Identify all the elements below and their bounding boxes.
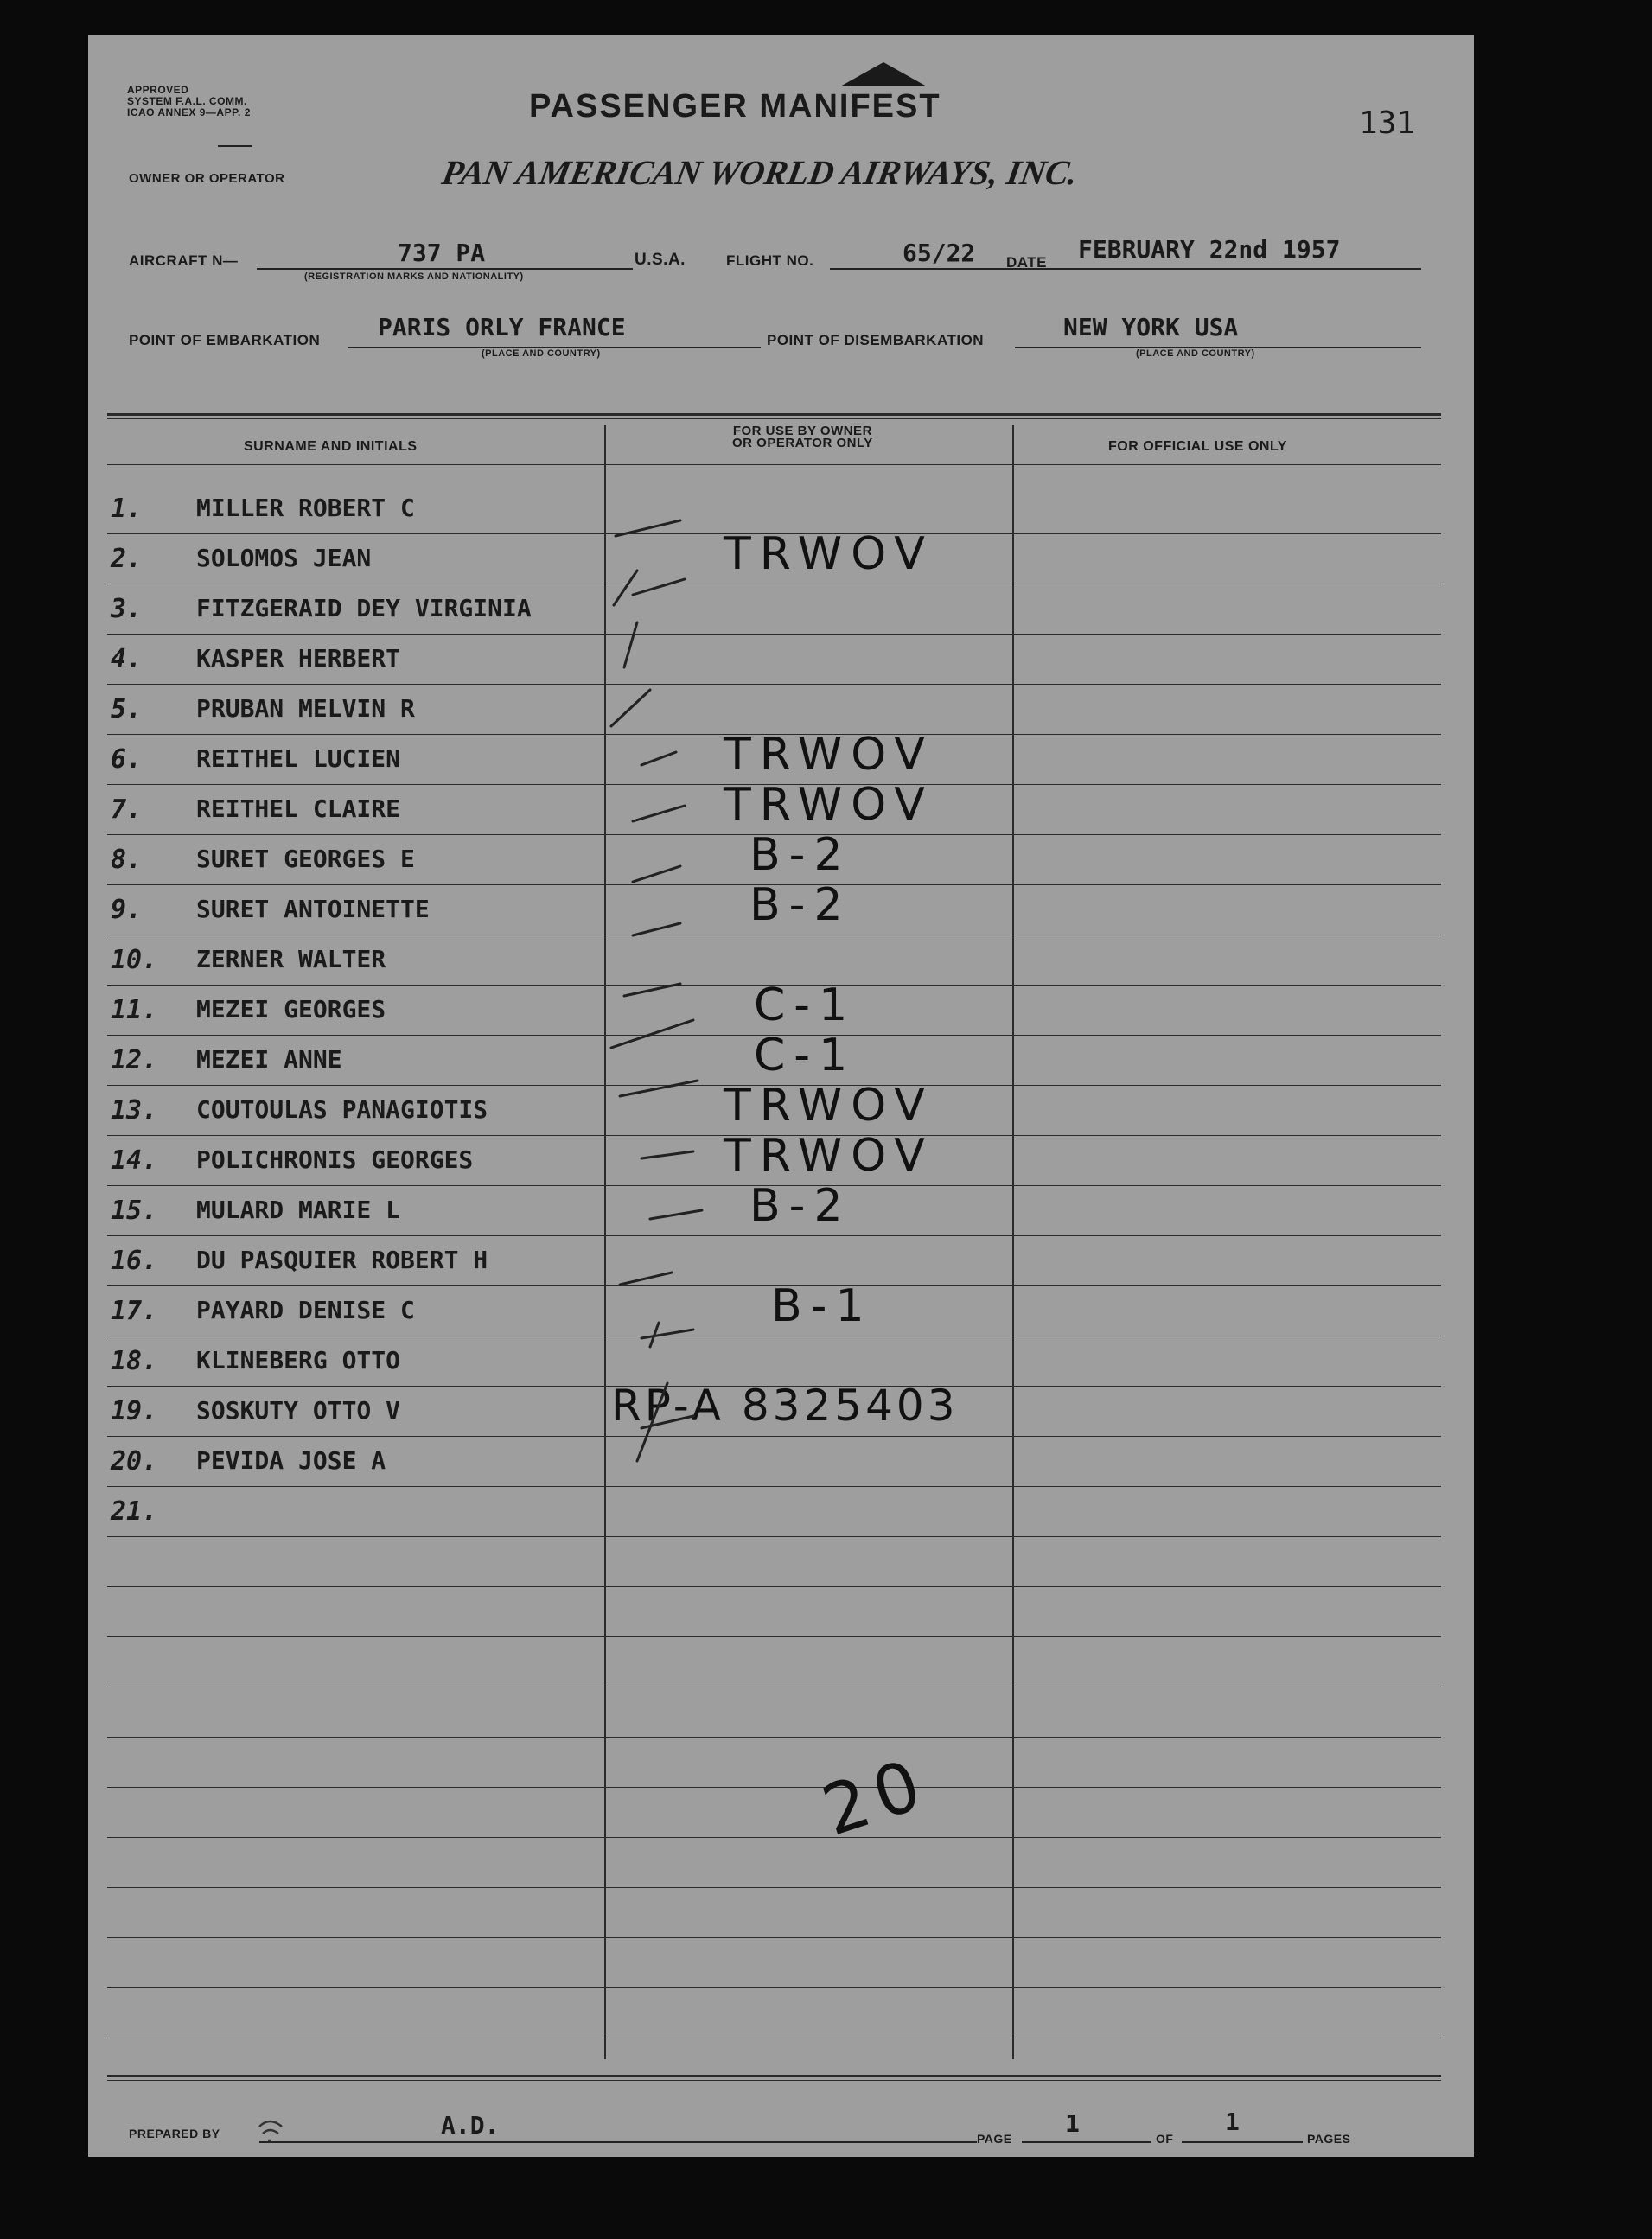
owner-label: OWNER OR OPERATOR xyxy=(129,171,285,186)
ruled-line xyxy=(107,1536,1441,1537)
col-surname-header: SURNAME AND INITIALS xyxy=(244,439,418,454)
passenger-name: DU PASQUIER ROBERT H xyxy=(196,1246,488,1274)
row-number: 20. xyxy=(111,1446,158,1477)
footer-rule-2 xyxy=(107,2080,1441,2081)
page-stamp: 131 xyxy=(1359,105,1416,141)
passenger-name: FITZGERAID DEY VIRGINIA xyxy=(196,594,532,622)
ruled-line xyxy=(107,1636,1441,1637)
row-number: 11. xyxy=(111,995,158,1025)
date-underline xyxy=(1049,268,1421,270)
passenger-name: PAYARD DENISE C xyxy=(196,1296,415,1324)
ruled-line xyxy=(107,1486,1441,1487)
form-seal-mark xyxy=(252,2115,290,2149)
row-number: 2. xyxy=(111,544,143,574)
of-label: OF xyxy=(1156,2132,1174,2146)
disembarkation-sublabel: (PLACE AND COUNTRY) xyxy=(1136,348,1255,359)
col-owner-header-line-2: OR OPERATOR ONLY xyxy=(732,436,873,450)
footer-rule xyxy=(107,2075,1441,2077)
handwritten-note: TRWOV xyxy=(724,528,934,580)
row-number: 3. xyxy=(111,594,143,624)
aircraft-underline xyxy=(257,268,633,270)
airline-name: PAN AMERICAN WORLD AIRWAYS, INC. xyxy=(439,153,1081,192)
passenger-name: PRUBAN MELVIN R xyxy=(196,694,415,723)
ruled-line xyxy=(107,784,1441,785)
row-number: 13. xyxy=(111,1095,158,1126)
ruled-line xyxy=(107,1586,1441,1587)
passenger-name: SURET GEORGES E xyxy=(196,845,415,873)
handwritten-note: B-2 xyxy=(749,829,852,881)
ruled-line xyxy=(107,634,1441,635)
row-number: 5. xyxy=(111,694,143,724)
row-number: 12. xyxy=(111,1045,158,1075)
disembarkation-value: NEW YORK USA xyxy=(1063,313,1239,341)
ruled-line xyxy=(107,1887,1441,1888)
passenger-name: MULARD MARIE L xyxy=(196,1196,401,1224)
passenger-name: KASPER HERBERT xyxy=(196,644,401,673)
row-number: 10. xyxy=(111,945,158,975)
col-official-header: FOR OFFICIAL USE ONLY xyxy=(1108,439,1287,454)
aircraft-sublabel: (REGISTRATION MARKS AND NATIONALITY) xyxy=(304,271,524,282)
row-number: 6. xyxy=(111,744,143,775)
ruled-line xyxy=(107,1185,1441,1186)
row-number: 14. xyxy=(111,1145,158,1176)
row-number: 8. xyxy=(111,845,143,875)
ruled-line xyxy=(107,834,1441,835)
row-number: 7. xyxy=(111,794,143,825)
header-rule-bottom xyxy=(107,464,1441,465)
ruled-line xyxy=(107,1737,1441,1738)
handwritten-total: 20 xyxy=(813,1742,939,1852)
disembarkation-label: POINT OF DISEMBARKATION xyxy=(767,332,985,348)
row-number: 21. xyxy=(111,1496,158,1527)
passenger-name: MEZEI ANNE xyxy=(196,1045,342,1074)
passenger-name: REITHEL LUCIEN xyxy=(196,744,401,773)
passenger-name: PEVIDA JOSE A xyxy=(196,1446,386,1475)
prepared-underline xyxy=(259,2141,977,2143)
handwritten-note: B-2 xyxy=(749,879,852,931)
header-rule-top-2 xyxy=(107,418,1441,419)
embarkation-value: PARIS ORLY FRANCE xyxy=(378,313,626,341)
of-underline xyxy=(1182,2141,1303,2143)
embarkation-sublabel: (PLACE AND COUNTRY) xyxy=(482,348,601,359)
aircraft-label: AIRCRAFT N— xyxy=(129,252,239,269)
handwritten-note: TRWOV xyxy=(724,1130,934,1182)
page-underline xyxy=(1022,2141,1151,2143)
ruled-line xyxy=(107,533,1441,534)
passenger-name: SOLOMOS JEAN xyxy=(196,544,372,572)
embarkation-label: POINT OF EMBARKATION xyxy=(129,332,321,348)
passenger-name: COUTOULAS PANAGIOTIS xyxy=(196,1095,488,1124)
aircraft-value: 737 PA xyxy=(398,239,486,267)
row-number: 17. xyxy=(111,1296,158,1326)
ruled-line xyxy=(107,1235,1441,1236)
col-owner-header xyxy=(732,425,873,450)
approval-note xyxy=(127,85,251,118)
passenger-name: POLICHRONIS GEORGES xyxy=(196,1145,474,1174)
row-number: 16. xyxy=(111,1246,158,1276)
flight-value: 65/22 xyxy=(903,239,976,267)
passenger-name: SURET ANTOINETTE xyxy=(196,895,430,923)
approval-line-2: SYSTEM F.A.L. COMM. xyxy=(127,95,247,107)
passenger-name: SOSKUTY OTTO V xyxy=(196,1396,401,1425)
ruled-line xyxy=(107,1035,1441,1036)
ruled-line xyxy=(107,1987,1441,1988)
row-number: 18. xyxy=(111,1346,158,1376)
row-number: 1. xyxy=(111,494,143,524)
prepared-label: PREPARED BY xyxy=(129,2127,220,2140)
handwritten-note: C-1 xyxy=(754,1030,857,1081)
ruled-line xyxy=(107,1937,1441,1938)
approval-line-3: ICAO ANNEX 9—APP. 2 xyxy=(127,106,251,118)
passenger-name: MILLER ROBERT C xyxy=(196,494,415,522)
pan-am-wing-logo xyxy=(840,61,927,90)
row-number: 4. xyxy=(111,644,143,674)
col-owner-header-line-1: FOR USE BY OWNER xyxy=(732,424,872,438)
handwritten-note: C-1 xyxy=(754,979,857,1031)
aircraft-country: U.S.A. xyxy=(635,251,686,269)
ruled-line xyxy=(107,1436,1441,1437)
tick-marks xyxy=(572,467,745,1504)
page-label: PAGE xyxy=(977,2132,1012,2146)
manifest-sheet xyxy=(88,35,1474,2157)
approval-line-1: APPROVED xyxy=(127,84,189,96)
owner-signature-mark xyxy=(218,145,252,147)
passenger-name: REITHEL CLAIRE xyxy=(196,794,401,823)
ruled-line xyxy=(107,684,1441,685)
ruled-line xyxy=(107,1285,1441,1286)
prepared-value: A.D. xyxy=(441,2111,500,2140)
pages-label: PAGES xyxy=(1307,2132,1351,2146)
of-value: 1 xyxy=(1225,2108,1240,2136)
ruled-line xyxy=(107,884,1441,885)
ruled-line xyxy=(107,985,1441,986)
manifest-title: PASSENGER MANIFEST xyxy=(529,88,941,124)
row-number: 15. xyxy=(111,1196,158,1226)
passenger-name: ZERNER WALTER xyxy=(196,945,386,973)
header-rule-top xyxy=(107,413,1441,416)
page-value: 1 xyxy=(1065,2109,1080,2138)
ruled-line xyxy=(107,1787,1441,1788)
date-value: FEBRUARY 22nd 1957 xyxy=(1078,235,1341,264)
handwritten-note: TRWOV xyxy=(724,1080,934,1132)
row-number: 9. xyxy=(111,895,143,925)
ruled-line xyxy=(107,1386,1441,1387)
date-label: DATE xyxy=(1006,254,1048,271)
passenger-name: MEZEI GEORGES xyxy=(196,995,386,1024)
col-divider-2 xyxy=(1012,425,1014,2059)
handwritten-note: B-1 xyxy=(771,1280,873,1332)
handwritten-note: B-2 xyxy=(749,1180,852,1232)
handwritten-note: TRWOV xyxy=(724,779,934,831)
ruled-line xyxy=(107,1135,1441,1136)
passenger-name: KLINEBERG OTTO xyxy=(196,1346,401,1375)
row-number: 19. xyxy=(111,1396,158,1426)
ruled-line xyxy=(107,1085,1441,1086)
handwritten-note: RP-A 8325403 xyxy=(611,1381,959,1431)
handwritten-note: TRWOV xyxy=(724,729,934,781)
ruled-line xyxy=(107,734,1441,735)
ruled-line xyxy=(107,1837,1441,1838)
flight-label: FLIGHT NO. xyxy=(726,252,814,269)
